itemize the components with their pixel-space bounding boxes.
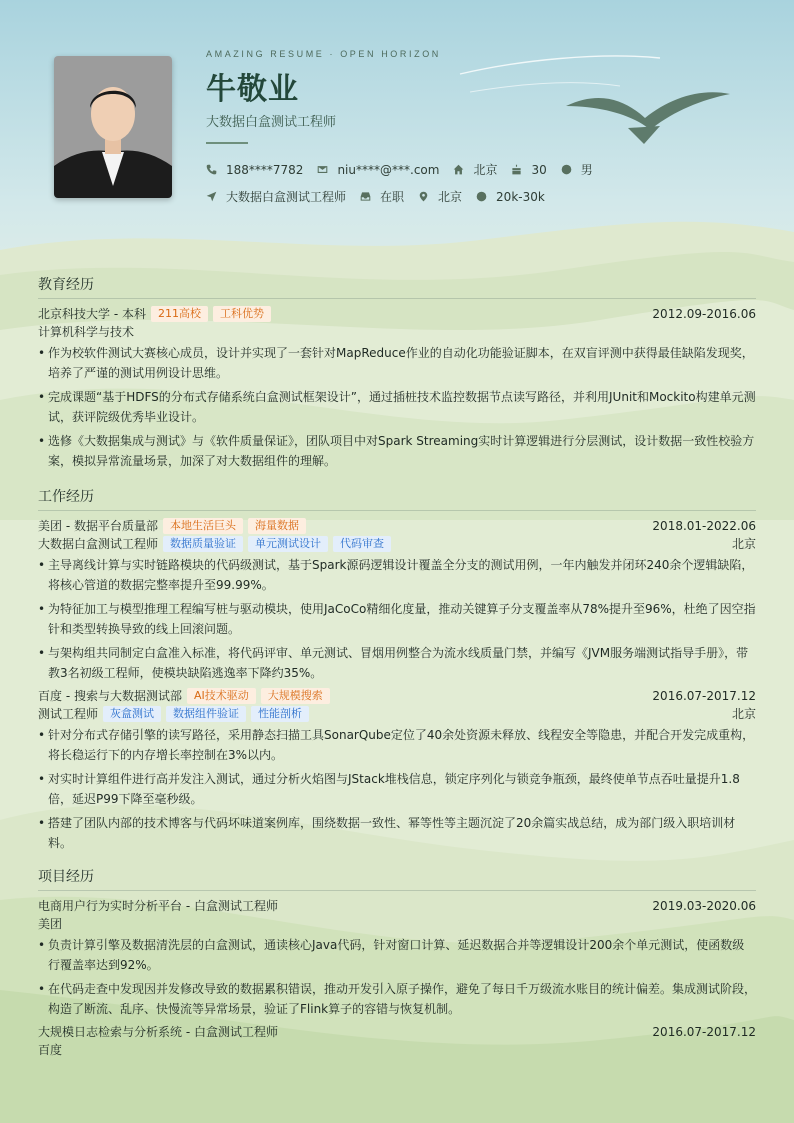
major: 计算机科学与技术: [38, 325, 135, 339]
job-city: 北京: [731, 537, 756, 551]
contact-row: [206, 161, 607, 178]
phone-text: 188****7782: [226, 162, 304, 177]
age-text: 30: [531, 162, 547, 177]
list-item: • 为特征加工与模型推理工程编写桩与驱动模块，使用JaCoCo精细化度量，推动关键算子分支覆盖率从78%提升至96%，杜绝了因空指针和类型转换导致的线上回滚问题。: [38, 599, 756, 639]
company-name: 美团 - 数据平台质量部: [38, 519, 158, 533]
job-bullets: [38, 555, 756, 683]
project-name: 大规模日志检索与分析系统 - 白盒测试工程师: [38, 1025, 278, 1039]
list-item: • 与架构组共同制定白盒准入标准，将代码评审、单元测试、冒烟用例整合为流水线质量门禁，并编写《JVM服务端测试指导手册》，带教3名初级工程师，使模块缺陷逃逸率下降约35%。: [38, 643, 756, 683]
cake-icon: [511, 164, 522, 175]
list-item: • 作为校软件测试大赛核心成员，设计并实现了一套针对MapReduce作业的自动化功能验证脚本，在双盲评测中获得最佳缺陷发现奖，培养了严谨的测试用例设计思维。: [38, 343, 756, 383]
send-icon: [206, 191, 217, 202]
education-header: [38, 305, 756, 323]
email-item: [317, 163, 439, 177]
phone-item: [206, 163, 303, 177]
target-role-text: 大数据白盒测试工程师: [226, 190, 347, 204]
project-period: 2016.07-2017.12: [652, 1025, 756, 1039]
list-item: • 选修《大数据集成与测试》与《软件质量保证》，团队项目中对Spark Streaming实时计算逻辑进行分层测试，设计数据一致性校验方案，模拟异常流量场景，加深了对大数据组件的理解。: [38, 431, 756, 471]
target-role-item: [206, 188, 346, 205]
job-intent-row: [206, 188, 559, 205]
project-org: 美团: [38, 917, 63, 931]
list-item: • 对实时计算组件进行高并发注入测试，通过分析火焰图与JStack堆栈信息，锁定序列化与锁竞争瓶颈，最终使单节点吞吐量提升1.8倍，延迟P99下降至毫秒级。: [38, 769, 756, 809]
project-bullets: [38, 935, 756, 1019]
project-name: 电商用户行为实时分析平台 - 白盒测试工程师: [38, 899, 278, 913]
mail-icon: [317, 164, 328, 175]
skill-tag: 数据质量验证: [163, 536, 243, 552]
header-divider: [206, 142, 248, 144]
education-period: 2012.09-2016.06: [652, 307, 756, 321]
target-city-item: [418, 188, 462, 205]
school-tag: 工科优势: [213, 306, 271, 322]
project-org: 百度: [38, 1043, 63, 1057]
skill-tag: 数据组件验证: [166, 706, 246, 722]
money-icon: [476, 191, 487, 202]
city-item: [453, 161, 497, 178]
gender-text: 男: [580, 163, 593, 177]
skill-tag: 灰盒测试: [103, 706, 161, 722]
project-title: 项目经历: [38, 866, 756, 891]
profile-photo: [54, 56, 172, 198]
company-tag: 大规模搜索: [261, 688, 330, 704]
status-item: [360, 188, 404, 205]
company-tag: AI技术驱动: [187, 688, 256, 704]
gender-icon: [561, 164, 572, 175]
job-city: 北京: [731, 707, 756, 721]
gender-item: [561, 161, 593, 178]
company-name: 百度 - 搜索与大数据测试部: [38, 689, 182, 703]
education-title: 教育经历: [38, 274, 756, 299]
job-header: [38, 687, 756, 705]
age-item: [511, 163, 546, 177]
skill-tag: 性能剖析: [251, 706, 309, 722]
job-header: [38, 517, 756, 535]
list-item: • 搭建了团队内部的技术博客与代码坏味道案例库，围绕数据一致性、幂等性等主题沉淀了20余篇实战总结，成为部门级入职培训材料。: [38, 813, 756, 853]
target-city-text: 北京: [438, 190, 463, 204]
salary-text: 20k-30k: [496, 189, 545, 204]
list-item: • 完成课题“基于HDFS的分布式存储系统白盒测试框架设计”，通过插桩技术监控数据节点读写路径，并利用JUnit和Mockito构建单元测试，获评院级优秀毕业设计。: [38, 387, 756, 427]
job-role: 测试工程师: [38, 707, 99, 721]
location-pin-icon: [418, 191, 429, 202]
city-text: 北京: [473, 163, 498, 177]
salary-item: [476, 190, 545, 204]
project-header: [38, 897, 756, 915]
candidate-title: 大数据白盒测试工程师: [206, 115, 337, 130]
work-title: 工作经历: [38, 486, 756, 511]
project-section: [38, 866, 756, 1059]
resume-kicker: AMAZING RESUME · OPEN HORIZON: [206, 49, 441, 59]
list-item: • 负责计算引擎及数据清洗层的白盒测试，通读核心Java代码，针对窗口计算、延迟数据合并等逻辑设计200余个单元测试，使函数级行覆盖率达到92%。: [38, 935, 756, 975]
list-item: • 在代码走查中发现因并发修改导致的数据累积错误，推动开发引入原子操作，避免了每日千万级流水账目的统计偏差。集成测试阶段，构造了断流、乱序、快慢流等异常场景，验证了Flink算子的容错与恢复机制。: [38, 979, 756, 1019]
phone-icon: [206, 164, 217, 175]
inbox-icon: [360, 191, 371, 202]
skill-tag: 代码审查: [333, 536, 391, 552]
email-text: niu****@***.com: [337, 162, 440, 177]
job-period: 2018.01-2022.06: [652, 519, 756, 533]
project-header: [38, 1023, 756, 1041]
status-text: 在职: [380, 190, 405, 204]
school-name: 北京科技大学 - 本科: [38, 307, 146, 321]
education-bullets: [38, 343, 756, 471]
company-tag: 本地生活巨头: [163, 518, 243, 534]
job-role: 大数据白盒测试工程师: [38, 537, 159, 551]
education-section: [38, 274, 756, 475]
project-period: 2019.03-2020.06: [652, 899, 756, 913]
candidate-name: 牛敬业: [206, 72, 299, 107]
job-role-line: [38, 535, 756, 553]
job-bullets: [38, 725, 756, 853]
home-icon: [453, 164, 464, 175]
work-section: [38, 486, 756, 857]
skill-tag: 单元测试设计: [248, 536, 328, 552]
job-period: 2016.07-2017.12: [652, 689, 756, 703]
school-tag: 211高校: [151, 306, 208, 322]
company-tag: 海量数据: [248, 518, 306, 534]
list-item: • 针对分布式存储引擎的读写路径，采用静态扫描工具SonarQube定位了40余处资源未释放、线程安全等隐患，并配合开发完成重构，将长稳运行下的内存增长率控制在3%以内。: [38, 725, 756, 765]
job-role-line: [38, 705, 756, 723]
list-item: • 主导离线计算与实时链路模块的代码级测试，基于Spark源码逻辑设计覆盖全分支的测试用例，一年内触发并闭环240余个逻辑缺陷，将核心管道的数据完整率提升至99.99%。: [38, 555, 756, 595]
